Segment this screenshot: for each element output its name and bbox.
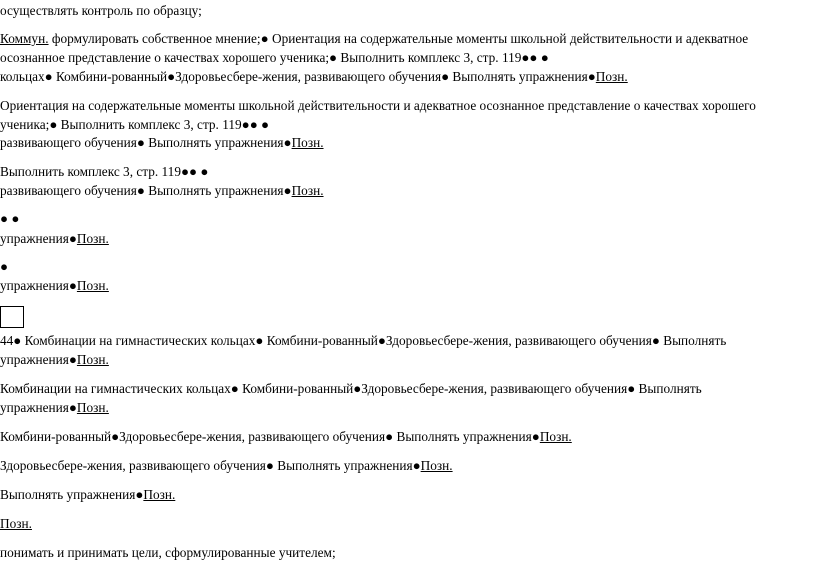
text-line: Выполнять упражнения●Позн. bbox=[0, 487, 176, 502]
text-line: Комбини-рованный●Здоровьесбере-жения, развивающего обучения● Выполнять упражнения●Позн. bbox=[0, 429, 572, 444]
pozn-link[interactable]: Позн. bbox=[0, 516, 32, 531]
pozn-link[interactable]: Позн. bbox=[539, 429, 572, 444]
pozn-link[interactable]: Позн. bbox=[291, 135, 324, 150]
kommun-link[interactable]: Коммун. bbox=[0, 31, 49, 46]
text-line: упражнения●Позн. bbox=[0, 231, 109, 246]
pozn-link[interactable]: Позн. bbox=[76, 352, 109, 367]
text-line: ученика;● Выполнить комплекс 3, стр. 119●● ● bbox=[0, 117, 270, 132]
text-line: Выполнить комплекс 3, стр. 119●● ● bbox=[0, 164, 209, 179]
text-line bbox=[0, 514, 32, 533]
text-line: осуществлять контроль по образцу; bbox=[0, 3, 202, 18]
text-line: упражнения●Позн. bbox=[0, 278, 109, 293]
text-line: Комбинации на гимнастических кольцах● Комбини-рованный●Здоровьесбере-жения, развивающего обучения● Выполнять bbox=[0, 381, 702, 396]
text-line: понимать и принимать цели, сформулированные учителем; bbox=[0, 545, 336, 560]
pozn-link[interactable]: Позн. bbox=[291, 183, 324, 198]
text-line: осознанное представление о качествах хорошего ученика;● Выполнить комплекс 3, стр. 119●● ● bbox=[0, 50, 549, 65]
pozn-link[interactable]: Позн. bbox=[76, 278, 109, 293]
text-line: упражнения●Позн. bbox=[0, 352, 109, 367]
pozn-link[interactable]: Позн. bbox=[420, 458, 453, 473]
text-line: кольцах● Комбини-рованный●Здоровьесбере-жения, развивающего обучения● Выполнять упражнения●Позн. bbox=[0, 69, 628, 84]
pozn-link[interactable]: Позн. bbox=[143, 487, 176, 502]
text-line: Коммун. формулировать собственное мнение;● Ориентация на содержательные моменты школьной действительности и адекватное bbox=[0, 31, 749, 46]
text-line: развивающего обучения● Выполнять упражнения●Позн. bbox=[0, 183, 324, 198]
text-line: Ориентация на содержательные моменты школьной действительности и адекватное осознанное представление о качествах хорошего bbox=[0, 98, 756, 113]
pozn-link[interactable]: Позн. bbox=[76, 231, 109, 246]
empty-cell-box bbox=[0, 306, 24, 328]
text-line: Здоровьесбере-жения, развивающего обучения● Выполнять упражнения●Позн. bbox=[0, 458, 453, 473]
text-line: упражнения●Позн. bbox=[0, 400, 109, 415]
pozn-link[interactable]: Позн. bbox=[595, 69, 628, 84]
text-line: 44● Комбинации на гимнастических кольцах● Комбини-рованный●Здоровьесбере-жения, развивающего обучения● Выполнять bbox=[0, 333, 727, 348]
text-line: развивающего обучения● Выполнять упражнения●Позн. bbox=[0, 135, 324, 150]
pozn-link[interactable]: Позн. bbox=[76, 400, 109, 415]
text-line: ● bbox=[0, 259, 9, 274]
text-line: ● ● bbox=[0, 211, 20, 226]
